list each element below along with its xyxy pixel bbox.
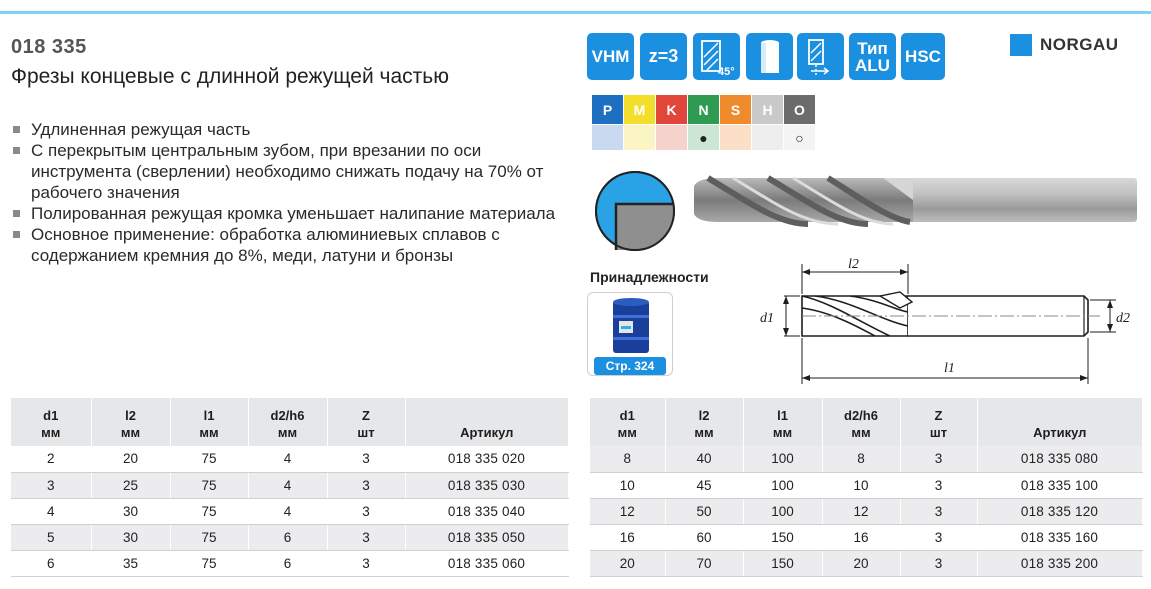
article-cell: 018 335 030 (405, 472, 568, 498)
feature-item (13, 140, 573, 203)
cell: 16 (822, 524, 900, 550)
material-N: N (688, 95, 720, 125)
product-code: 018 335 (11, 36, 87, 58)
suitability-O: ○ (784, 125, 816, 151)
top-divider (0, 11, 1151, 14)
bullet-square-icon (13, 147, 20, 154)
norgau-logo (1010, 34, 1119, 56)
col-l1: l1 мм (170, 398, 248, 446)
cell: 3 (327, 446, 405, 472)
cell: 70 (665, 550, 743, 576)
cell: 2 (11, 446, 91, 472)
table-header-row (11, 398, 568, 446)
bullet-square-icon (13, 126, 20, 133)
col-d2: d2/h6 мм (822, 398, 900, 446)
suitability-M (624, 125, 656, 151)
cell: 75 (170, 446, 248, 472)
cell: 4 (248, 446, 327, 472)
cell: 8 (590, 446, 665, 472)
vhm-badge (587, 33, 634, 80)
cell: 3 (327, 498, 405, 524)
cell: 75 (170, 550, 248, 576)
feature-text: Основное применение: обработка алюминиевых сплавов с содержанием кремния до 8%, меди, латуни и бронзы (31, 225, 500, 265)
cell: 100 (743, 446, 822, 472)
d1-label: d1 (760, 311, 774, 326)
material-H: H (752, 95, 784, 125)
corner-profile-icon (594, 170, 676, 257)
article-cell: 018 335 060 (405, 550, 568, 576)
shank-shape (755, 37, 785, 77)
material-K: K (656, 95, 688, 125)
table-row (590, 498, 1142, 524)
cell: 75 (170, 524, 248, 550)
feature-text: Удлиненная режущая часть (31, 120, 251, 139)
col-article: Артикул (405, 398, 568, 446)
cell: 6 (248, 550, 327, 576)
cell: 20 (590, 550, 665, 576)
cell: 6 (248, 524, 327, 550)
cell: 60 (665, 524, 743, 550)
alu-label: ALU (855, 55, 890, 75)
material-S: S (720, 95, 752, 125)
cell: 3 (900, 446, 977, 472)
cell: 3 (327, 472, 405, 498)
material-letters-row (592, 95, 816, 125)
cell: 3 (900, 524, 977, 550)
suitability-P (592, 125, 624, 151)
table-row (590, 472, 1142, 498)
cell: 150 (743, 550, 822, 576)
col-article: Артикул (977, 398, 1142, 446)
article-cell: 018 335 040 (405, 498, 568, 524)
cell: 10 (822, 472, 900, 498)
cell: 4 (11, 498, 91, 524)
feature-item (13, 119, 573, 140)
end-mill-shape (688, 172, 1142, 228)
article-cell: 018 335 100 (977, 472, 1142, 498)
z3-badge (640, 33, 687, 80)
cell: 30 (91, 498, 170, 524)
material-groups-table (591, 94, 816, 151)
helix-45-icon (693, 33, 740, 80)
type-alu-badge (849, 33, 896, 80)
col-z: Z шт (327, 398, 405, 446)
l2-label: l2 (848, 257, 859, 272)
cell: 35 (91, 550, 170, 576)
helix-shape-icon (697, 37, 737, 77)
cell: 12 (590, 498, 665, 524)
technical-drawing (740, 250, 1140, 395)
helix-angle-label: 45° (717, 65, 735, 77)
cell: 30 (91, 524, 170, 550)
cell: 20 (91, 446, 170, 472)
end-mill-photo (688, 172, 1142, 233)
suitability-N: ● (688, 125, 720, 151)
cell: 3 (11, 472, 91, 498)
table-header-row (590, 398, 1142, 446)
col-d1: d1 мм (590, 398, 665, 446)
cell: 20 (822, 550, 900, 576)
col-l2: l2 мм (91, 398, 170, 446)
end-mill-dimension-drawing (740, 250, 1140, 390)
cell: 3 (900, 550, 977, 576)
feature-list (13, 119, 573, 266)
table-row (11, 550, 568, 576)
feature-text: С перекрытым центральным зубом, при врезании по оси инструмента (сверлении) необходимо снижать подачу на 70% от рабочего значения (31, 141, 544, 202)
cell: 100 (743, 472, 822, 498)
d2-label: d2 (1116, 311, 1130, 326)
cell: 50 (665, 498, 743, 524)
coolant-drum-icon (588, 293, 674, 357)
suitability-S (720, 125, 752, 151)
table-row (11, 524, 568, 550)
hsc-badge (901, 33, 945, 80)
cell: 4 (248, 472, 327, 498)
material-O: O (784, 95, 816, 125)
cell: 3 (900, 498, 977, 524)
suitability-H (752, 125, 784, 151)
feature-item (13, 224, 573, 266)
suitability-K (656, 125, 688, 151)
cell: 6 (11, 550, 91, 576)
center-cutting-shape (801, 37, 841, 77)
center-cutting-icon (797, 33, 844, 80)
feature-text: Полированная режущая кромка уменьшает налипание материала (31, 204, 556, 223)
cell: 25 (91, 472, 170, 498)
cell: 75 (170, 498, 248, 524)
cell: 45 (665, 472, 743, 498)
article-cell: 018 335 160 (977, 524, 1142, 550)
l1-label: l1 (944, 361, 955, 376)
article-cell: 018 335 080 (977, 446, 1142, 472)
sizes-table-left (11, 398, 569, 577)
cell: 150 (743, 524, 822, 550)
table-row (590, 446, 1142, 472)
type-label: Тип (857, 38, 888, 58)
feature-item (13, 203, 573, 224)
col-d2: d2/h6 мм (248, 398, 327, 446)
accessories-label: Принадлежности (590, 269, 709, 285)
corner-profile-shape (594, 170, 676, 252)
vhm-label: VHM (591, 47, 630, 66)
cell: 8 (822, 446, 900, 472)
col-d1: d1 мм (11, 398, 91, 446)
article-cell: 018 335 200 (977, 550, 1142, 576)
table-row (11, 446, 568, 472)
cell: 3 (327, 524, 405, 550)
cell: 12 (822, 498, 900, 524)
sizes-table-right (590, 398, 1143, 577)
hsc-label: HSC (905, 47, 941, 66)
cell: 3 (900, 472, 977, 498)
col-l2: l2 мм (665, 398, 743, 446)
z3-label: z=3 (648, 46, 679, 66)
cell: 100 (743, 498, 822, 524)
material-M: M (624, 95, 656, 125)
table-row (11, 498, 568, 524)
table-row (590, 550, 1142, 576)
material-suitability-row (592, 125, 816, 151)
bullet-square-icon (13, 210, 20, 217)
cell: 4 (248, 498, 327, 524)
cell: 3 (327, 550, 405, 576)
cell: 5 (11, 524, 91, 550)
cell: 40 (665, 446, 743, 472)
article-cell: 018 335 020 (405, 446, 568, 472)
table-row (11, 472, 568, 498)
logo-square-icon (1010, 34, 1032, 56)
cell: 10 (590, 472, 665, 498)
brand-name: NORGAU (1040, 35, 1119, 54)
page-title: Фрезы концевые с длинной режущей частью (11, 65, 449, 88)
bullet-square-icon (13, 231, 20, 238)
accessory-page-link[interactable]: Стр. 324 (594, 357, 666, 375)
cell: 75 (170, 472, 248, 498)
cylindrical-shank-icon (746, 33, 793, 80)
article-cell: 018 335 050 (405, 524, 568, 550)
col-l1: l1 мм (743, 398, 822, 446)
cell: 16 (590, 524, 665, 550)
col-z: Z шт (900, 398, 977, 446)
article-cell: 018 335 120 (977, 498, 1142, 524)
material-P: P (592, 95, 624, 125)
table-row (590, 524, 1142, 550)
